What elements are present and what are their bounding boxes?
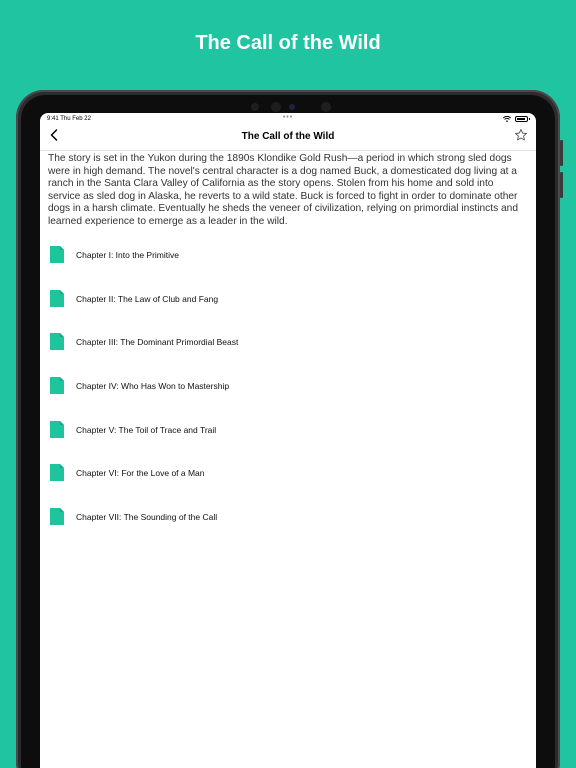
- front-camera: [289, 104, 295, 110]
- volume-down-button: [560, 172, 563, 198]
- chapter-label: Chapter VII: The Sounding of the Call: [76, 512, 218, 523]
- sensor-dot: [251, 103, 259, 111]
- chapter-item[interactable]: [40, 418, 536, 462]
- book-summary: The story is set in the Yukon during the 1890s Klondike Gold Rush—a period in which strong sled dogs were in high demand. The novel's central character is a dog named Buck, a domesticated dog living at a ranch in the Santa Clara Valley of California as the story opens. Stolen from his home and sold into service as sled dog in Alaska, he reverts to a wild state. Buck is forced to fight in order to dominate other dogs in a harsh climate. Eventually he sheds the veneer of civilization, relying on primordial instincts and learned experience to emerge as a leader in the wild.: [48, 153, 519, 227]
- volume-up-button: [560, 140, 563, 166]
- status-bar: [40, 113, 536, 125]
- document-icon: [50, 421, 64, 438]
- chapter-label: Chapter III: The Dominant Primordial Beast: [76, 337, 239, 348]
- promo-title: The Call of the Wild: [195, 32, 381, 54]
- chapter-label: Chapter V: The Toil of Trace and Trail: [76, 424, 217, 435]
- document-icon: [50, 333, 64, 350]
- app-screen: [40, 113, 536, 768]
- chapter-list: [40, 243, 536, 549]
- document-icon: [50, 246, 64, 263]
- sensor-dot: [271, 102, 281, 112]
- chapter-item[interactable]: [40, 461, 536, 505]
- sensor-dot: [321, 102, 331, 112]
- chapter-label: Chapter IV: Who Has Won to Mastership: [76, 381, 230, 392]
- chapter-label: Chapter VI: For the Love of a Man: [76, 468, 205, 479]
- chapter-item[interactable]: [40, 505, 536, 549]
- chapter-item[interactable]: [40, 330, 536, 374]
- page-title: The Call of the Wild: [241, 131, 335, 142]
- multitasking-dots[interactable]: •••: [282, 114, 294, 121]
- document-icon: [50, 377, 64, 394]
- status-indicators: [503, 116, 528, 122]
- chapter-label: Chapter II: The Law of Club and Fang: [76, 293, 219, 304]
- chapter-item[interactable]: [40, 243, 536, 287]
- favorite-button[interactable]: [512, 128, 530, 146]
- battery-icon: [515, 116, 528, 122]
- status-time: 9:41 Thu Feb 22: [47, 116, 91, 122]
- chapter-item[interactable]: [40, 287, 536, 331]
- wifi-icon: [503, 116, 511, 122]
- chapter-item[interactable]: [40, 374, 536, 418]
- document-icon: [50, 508, 64, 525]
- document-icon: [50, 464, 64, 481]
- navigation-bar: [40, 125, 536, 151]
- document-icon: [50, 290, 64, 307]
- chapter-label: Chapter I: Into the Primitive: [76, 250, 179, 260]
- star-outline-icon: [514, 128, 528, 147]
